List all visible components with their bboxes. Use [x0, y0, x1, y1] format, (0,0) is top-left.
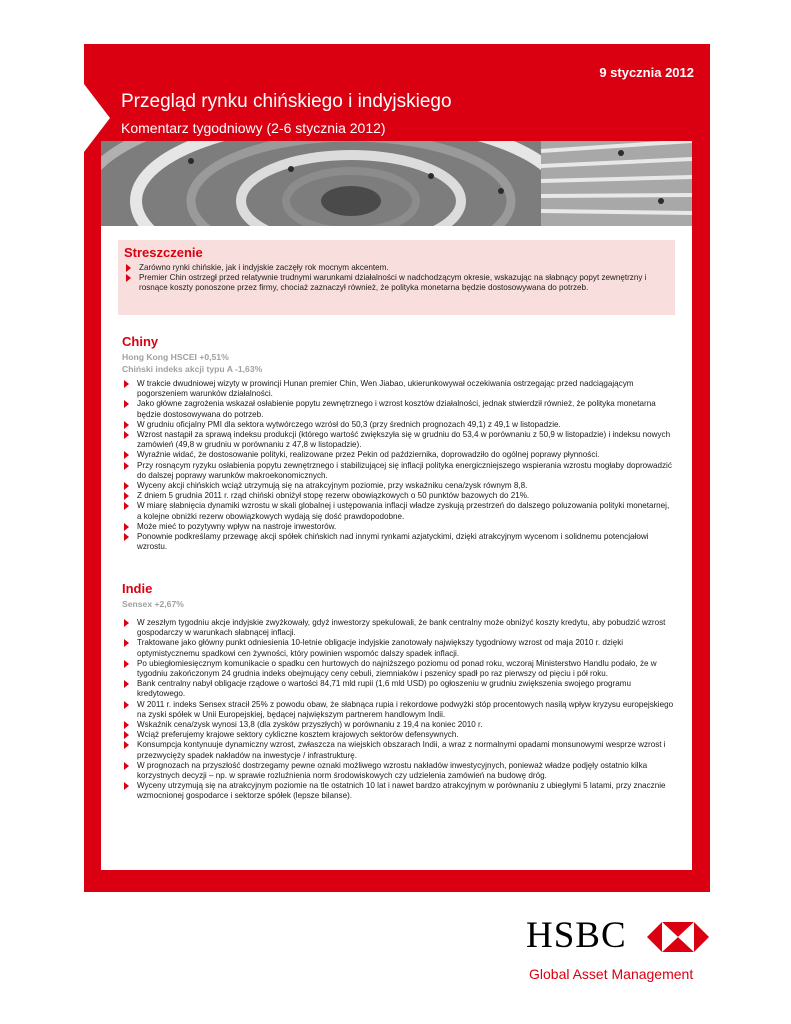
- list-item: Zarówno rynki chińskie, jak i indyjskie zaczęły rok mocnym akcentem.: [124, 263, 667, 273]
- page-subtitle: Komentarz tygodniowy (2-6 stycznia 2012): [121, 120, 386, 136]
- list-item: Po ubiegłomiesięcznym komunikacie o spadku cen hurtowych do najniższego poziomu od ponad roku, wczoraj Ministerstwo Handlu podało, że w tygodniu zakończonym 24 grudnia indeks obejmujący ceny cebuli, ziemniaków i pszenicy spadł po raz pierwszy od pięciu i pół roku.: [122, 659, 675, 679]
- staircase-photo: [101, 141, 692, 226]
- bullet-icon: [124, 762, 129, 770]
- list-item: Konsumpcja kontynuuje dynamiczny wzrost, zwłaszcza na wiejskich obszarach Indii, a wraz z normalnymi opadami monsunowymi wesprze wzrost i przezwycięży spadek nakładów na inwestycje / infrastrukturę.: [122, 740, 675, 760]
- list-item: Z dniem 5 grudnia 2011 r. rząd chiński obniżył stopę rezerw obowiązkowych o 50 punktów bazowych do 21%.: [122, 491, 675, 501]
- bullet-icon: [124, 482, 129, 490]
- list-item: W grudniu oficjalny PMI dla sektora wytwórczego wzrósł do 50,3 (przy średnich prognozach 49,1) z 49,1 w listopadzie.: [122, 420, 675, 430]
- list-item: Ponownie podkreślamy przewagę akcji spółek chińskich nad innymi rynkami azjatyckimi, dzięki atrakcyjnym wycenom i solidnemu potencjałowi wzrostu.: [122, 532, 675, 552]
- list-item: W prognozach na przyszłość dostrzegamy pewne oznaki możliwego wzrostu nakładów inwestycyjnych, ponieważ władze podjęły ostatnio kilka korzystnych decyzji – np. w sprawie rozluźnienia norm środowiskowych czy udzielenia zamówień na budowę dróg.: [122, 761, 675, 781]
- list-item: Traktowane jako główny punkt odniesienia 10-letnie obligacje indyjskie zanotowały największy tygodniowy wzrost od maja 2010 r. dzięki optymistycznemu spadkowi cen żywności, który powinien wspomóc dalszy spadek inflacji.: [122, 638, 675, 658]
- list-item: Wskaźnik cena/zysk wynosi 13,8 (dla zysków przyszłych) w porównaniu z 19,4 na koniec 2010 r.: [122, 720, 675, 730]
- bullet-icon: [124, 701, 129, 709]
- global-asset-management-tagline: Global Asset Management: [529, 966, 694, 982]
- bullet-icon: [124, 462, 129, 470]
- list-item: Wyraźnie widać, że dostosowanie polityki, realizowane przez Pekin od października, doprowadziło do ogólnej poprawy płynności.: [122, 450, 675, 460]
- india-index-sensex: Sensex +2,67%: [122, 599, 184, 609]
- summary-heading: Streszczenie: [124, 245, 203, 260]
- bullet-icon: [126, 264, 131, 272]
- bullet-icon: [124, 782, 129, 790]
- china-list: [122, 379, 675, 552]
- bullet-icon: [124, 741, 129, 749]
- list-item: Wyceny utrzymują się na atrakcyjnym poziomie na tle ostatnich 10 lat i nawet bardzo atrakcyjnym w porównaniu z ubiegłymi 5 latami, przy znacznie wzmocnionej gospodarce i sektorze spółek (lepsze bilanse).: [122, 781, 675, 801]
- list-item: Może mieć to pozytywny wpływ na nastroje inwestorów.: [122, 522, 675, 532]
- bullet-icon: [124, 421, 129, 429]
- bullet-icon: [124, 619, 129, 627]
- list-item: Jako główne zagrożenia wskazał osłabienie popytu zewnętrznego i wzrost kosztów działalności, jednak stwierdził również, że polityka monetarna będzie dostosowywana do potrzeb.: [122, 399, 675, 419]
- summary-box: [118, 240, 675, 315]
- bullet-icon: [126, 274, 131, 282]
- bullet-icon: [124, 400, 129, 408]
- list-item: Wciąż preferujemy krajowe sektory cykliczne kosztem krajowych sektorów defensywnych.: [122, 730, 675, 740]
- bullet-icon: [124, 731, 129, 739]
- hsbc-wordmark: HSBC: [526, 915, 627, 956]
- india-heading: Indie: [122, 581, 153, 596]
- bullet-icon: [124, 533, 129, 541]
- list-item: W 2011 r. indeks Sensex stracił 25% z powodu obaw, że słabnąca rupia i rekordowe podwyżki stóp procentowych nasilą wpływ kryzysu europejskiego na zyski spółek w Unii Europejskiej, będącej największym partnerem handlowym Indii.: [122, 700, 675, 720]
- report-date: 9 stycznia 2012: [599, 65, 694, 80]
- list-item: W trakcie dwudniowej wizyty w prowincji Hunan premier Chin, Wen Jiabao, ukierunkowywał oczekiwania ostrzegając przed nadciągającym pogorszeniem warunków działalności.: [122, 379, 675, 399]
- bullet-icon: [124, 721, 129, 729]
- list-item: Wyceny akcji chińskich wciąż utrzymują się na atrakcyjnym poziomie, przy wskaźniku cena/zysk równym 8,8.: [122, 481, 675, 491]
- bullet-icon: [124, 502, 129, 510]
- list-item: W miarę słabnięcia dynamiki wzrostu w skali globalnej i ustępowania inflacji władze zyskują przestrzeń do dalszego poluzowania polityki monetarnej, a kolejne obniżki rezerw obowiązkowych wydają się dość prawdopodobne.: [122, 501, 675, 521]
- hsbc-hexagon-icon: [647, 921, 709, 953]
- bullet-icon: [124, 639, 129, 647]
- bullet-icon: [124, 451, 129, 459]
- china-heading: Chiny: [122, 334, 159, 349]
- staircase-banner-image: [101, 141, 692, 226]
- china-index-hscei: Hong Kong HSCEI +0,51%: [122, 352, 229, 362]
- china-index-a-shares: Chiński indeks akcji typu A -1,63%: [122, 364, 263, 374]
- bullet-icon: [124, 380, 129, 388]
- bullet-icon: [124, 492, 129, 500]
- page-title: Przegląd rynku chińskiego i indyjskiego: [121, 91, 452, 112]
- list-item: Premier Chin ostrzegł przed relatywnie trudnymi warunkami działalności w nadchodzącym okresie, wskazując na słabnący popyt zewnętrzny i rosnące koszty ponoszone przez firmy, chociaż zaznaczył również, że polityka monetarna będzie dostosowywana do potrzeb.: [124, 273, 667, 293]
- summary-list: [124, 263, 667, 294]
- list-item: W zeszłym tygodniu akcje indyjskie zwyżkowały, gdyż inwestorzy spekulowali, że bank centralny może obniżyć koszty kredytu, aby pobudzić wzrost gospodarczy w warunkach słabnącej inflacji.: [122, 618, 675, 638]
- content-area: [101, 226, 692, 870]
- list-item: Przy rosnącym ryzyku osłabienia popytu zewnętrznego i stabilizującej się inflacji polityka energiczniejszego wspierania wzrostu mogłaby doprowadzić do dalszej poprawy warunków makroekonomicznych.: [122, 461, 675, 481]
- list-item: Bank centralny nabył obligacje rządowe o wartości 84,71 mld rupii (1,6 mld USD) po ogłoszeniu w grudniu zwiększenia swojego programu kredytowego.: [122, 679, 675, 699]
- bullet-icon: [124, 660, 129, 668]
- bullet-icon: [124, 523, 129, 531]
- list-item: Wzrost nastąpił za sprawą indeksu produkcji (którego wartość zwiększyła się w grudniu do 53,4 w porównaniu z 50,9 w listopadzie) i indeksu nowych zamówień (49,8 w grudniu w porównaniu z 47,8 w listopadzie).: [122, 430, 675, 450]
- bullet-icon: [124, 680, 129, 688]
- india-list: [122, 618, 675, 802]
- bullet-icon: [124, 431, 129, 439]
